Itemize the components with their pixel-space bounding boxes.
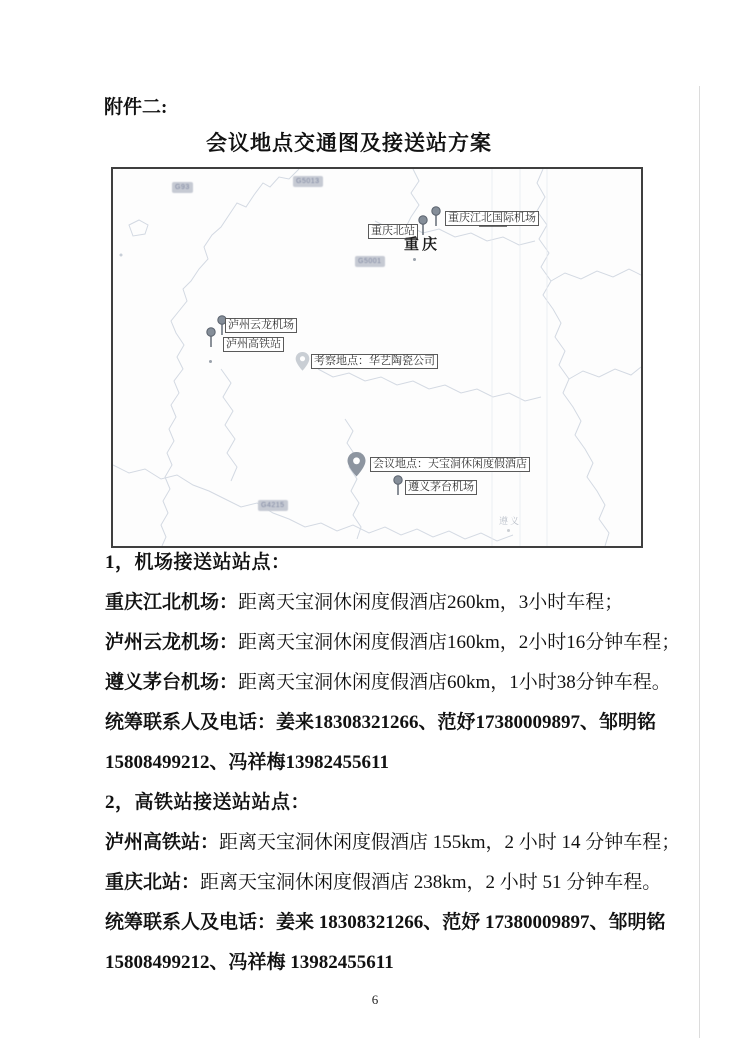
shuttle-item xyxy=(105,632,681,654)
pushpin-icon xyxy=(392,475,404,501)
pushpin-icon xyxy=(430,206,442,232)
shuttle-item xyxy=(105,832,681,854)
shuttle-item-term: 重庆北站： xyxy=(105,872,201,893)
city-dot xyxy=(507,529,510,532)
shuttle-item-term: 重庆江北机场： xyxy=(105,592,239,613)
map-label-chongqing-north-station: 重庆北站 xyxy=(368,224,418,239)
map-label-jiangbei-airport: 重庆江北国际机场 xyxy=(445,211,539,226)
shuttle-item-desc: 距离天宝洞休闲度假酒店 155km，2 小时 14 分钟车程； xyxy=(219,832,681,853)
section-1-contact-line-2: 15808499212、冯祥梅13982455611 xyxy=(105,752,389,773)
section-2-heading: 2，高铁站接送站站点： xyxy=(105,792,311,813)
section-1-heading: 1，机场接送站站点： xyxy=(105,552,291,573)
shuttle-item-desc: 距离天宝洞休闲度假酒店160km，2小时16分钟车程； xyxy=(238,632,681,653)
shuttle-item-term: 遵义茅台机场： xyxy=(105,672,239,693)
map-dot xyxy=(209,360,212,363)
shuttle-item xyxy=(105,672,671,694)
page-title: 会议地点交通图及接送站方案 xyxy=(206,131,492,155)
map-label-zunyi-maotai-airport: 遵义茅台机场 xyxy=(405,480,477,495)
map-label-inspection-site: 考察地点：华艺陶瓷公司 xyxy=(311,354,438,369)
city-dot xyxy=(413,258,416,261)
road-badge: G5001 xyxy=(355,256,385,267)
location-marker-icon xyxy=(347,452,366,482)
road-line-artifact xyxy=(479,225,507,227)
shuttle-item-desc: 距离天宝洞休闲度假酒店 238km，2 小时 51 分钟车程。 xyxy=(200,872,662,893)
document-body xyxy=(105,552,681,992)
shuttle-item xyxy=(105,592,657,614)
shuttle-item-desc: 距离天宝洞休闲度假酒店60km，1小时38分钟车程。 xyxy=(238,672,671,693)
map-city-label-chongqing: 重庆 xyxy=(404,237,441,253)
shuttle-item xyxy=(105,872,662,894)
spot-marker-icon xyxy=(295,352,310,376)
attachment-label: 附件二: xyxy=(104,97,168,118)
page-edge-scan-line xyxy=(699,86,700,1038)
section-1-contact-line-1: 统筹联系人及电话：姜来18308321266、范妤17380009897、邹明铭 xyxy=(105,712,657,733)
road-badge: G4215 xyxy=(258,500,288,511)
page-number: 6 xyxy=(371,992,379,1007)
section-2-contact-line-1: 统筹联系人及电话：姜来 18308321266、范妤 17380009897、邹明铭 xyxy=(105,912,666,933)
map-label-luzhou-yunlong-airport: 泸州云龙机场 xyxy=(225,318,297,333)
map-label-luzhou-hsr-station: 泸州高铁站 xyxy=(223,337,284,352)
shuttle-item-desc: 距离天宝洞休闲度假酒店260km，3小时车程； xyxy=(238,592,624,613)
map-label-meeting-venue: 会议地点：天宝洞休闲度假酒店 xyxy=(370,457,530,472)
road-badge: G5013 xyxy=(293,176,323,187)
section-2-contact-line-2: 15808499212、冯祥梅 13982455611 xyxy=(105,952,394,973)
shuttle-item-term: 泸州高铁站： xyxy=(105,832,220,853)
map-city-label-zunyi: 遵义 xyxy=(499,516,522,526)
shuttle-item-term: 泸州云龙机场： xyxy=(105,632,239,653)
traffic-map xyxy=(111,167,643,548)
road-badge: G93 xyxy=(172,182,193,193)
pushpin-icon xyxy=(205,327,217,353)
